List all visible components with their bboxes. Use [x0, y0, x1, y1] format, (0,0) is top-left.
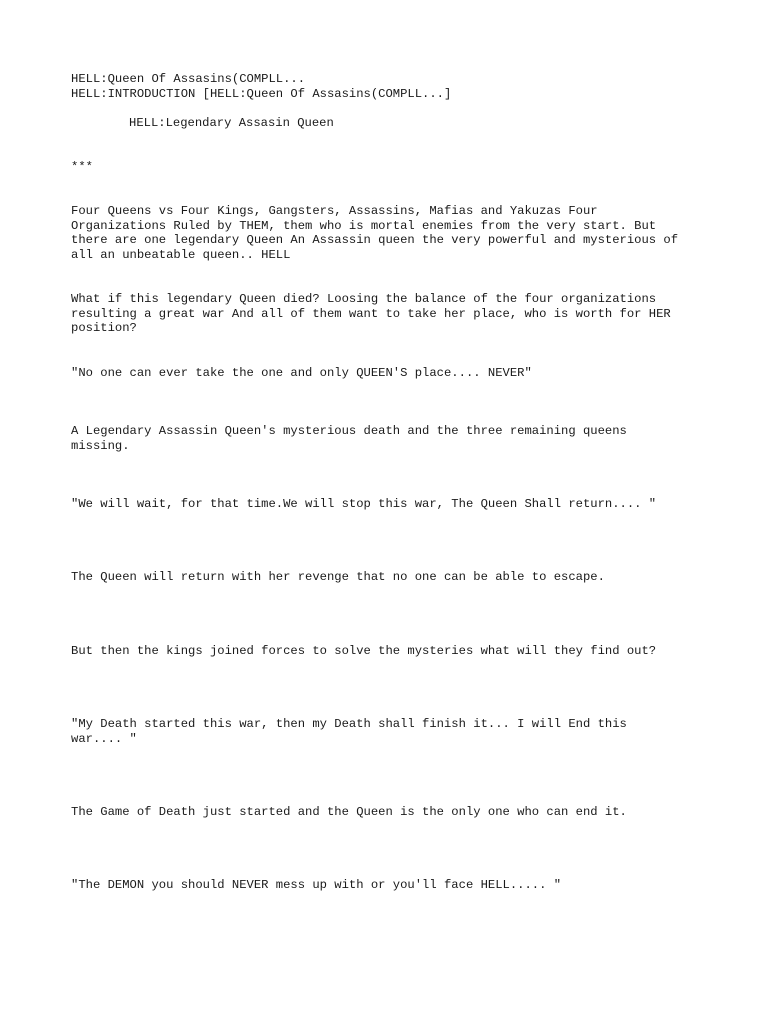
section-separator: ***: [71, 160, 93, 174]
header-line-2: HELL:INTRODUCTION [HELL:Queen Of Assasins(COMPLL...]: [71, 87, 452, 101]
quote-never: "No one can ever take the one and only QUEEN'S place.... NEVER": [71, 366, 532, 380]
quote-demon: "The DEMON you should NEVER mess up with or you'll face HELL..... ": [71, 878, 562, 892]
quote-my-death: "My Death started this war, then my Death shall finish it... I will End this war.... ": [71, 717, 627, 746]
paragraph-game-of-death: The Game of Death just started and the Queen is the only one who can end it.: [71, 805, 627, 819]
document-subtitle: HELL:Legendary Assasin Queen: [129, 116, 334, 130]
paragraph-intro: Four Queens vs Four Kings, Gangsters, Assassins, Mafias and Yakuzas Four Organizations Ruled by THEM, them who is mortal enemies from the very start. But there are one legendary Queen An Assassin queen the very powerful and mysterious of all an unbeatable queen.. HELL: [71, 204, 679, 262]
paragraph-question: What if this legendary Queen died? Loosing the balance of the four organizations resulting a great war And all of them want to take her place, who is worth for HER position?: [71, 292, 671, 336]
paragraph-kings: But then the kings joined forces to solve the mysteries what will they find out?: [71, 644, 657, 658]
paragraph-revenge: The Queen will return with her revenge that no one can be able to escape.: [71, 570, 605, 584]
header-line-1: HELL:Queen Of Assasins(COMPLL...: [71, 72, 306, 86]
quote-we-will-wait: "We will wait, for that time.We will stop this war, The Queen Shall return.... ": [71, 497, 657, 511]
paragraph-mysterious-death: A Legendary Assassin Queen's mysterious death and the three remaining queens missing.: [71, 424, 627, 453]
